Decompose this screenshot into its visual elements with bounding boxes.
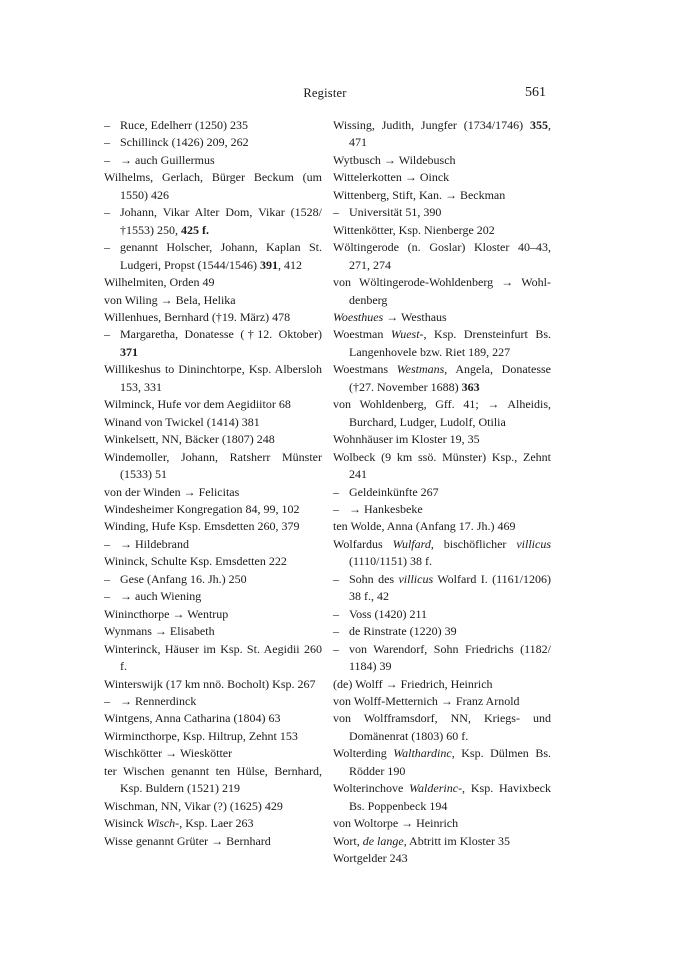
subentry-dash: – bbox=[333, 205, 339, 220]
index-entry bbox=[104, 309, 322, 326]
italic-variant: Wisch- bbox=[146, 816, 180, 831]
subentry-dash: – bbox=[104, 571, 110, 586]
subentry-dash: – bbox=[333, 641, 339, 656]
entry-text: → auch Wiening bbox=[120, 589, 202, 604]
entry-text: , Ksp. Laer 263 bbox=[179, 816, 254, 831]
entry-text: → auch Guillermus bbox=[120, 152, 215, 167]
entry-text: von Wohldenberg, Gff. 41; → Alheidis, Burchard, Ludger, Ludolf, Otilia bbox=[333, 397, 551, 429]
entry-text: ten Wolde, Anna (Anfang 17. Jh.) 469 bbox=[333, 519, 516, 534]
index-entry bbox=[333, 396, 551, 431]
index-entry bbox=[333, 536, 551, 571]
index-entry bbox=[333, 222, 551, 239]
entry-text: → Hildebrand bbox=[120, 536, 189, 551]
index-entry bbox=[104, 623, 322, 640]
entry-text: von Wolfframsdorf, NN, Kriegs- und Domänenrat (1803) 60 f. bbox=[333, 711, 551, 743]
index-entry bbox=[104, 815, 322, 832]
index-subentry bbox=[333, 204, 551, 221]
subentry-dash: – bbox=[104, 135, 110, 150]
index-subentry bbox=[104, 536, 322, 553]
entry-text: Wisse genannt Grüter → Bernhard bbox=[104, 833, 271, 848]
subentry-dash: – bbox=[104, 693, 110, 708]
entry-text: Wisinck bbox=[104, 816, 147, 831]
index-subentry bbox=[333, 606, 551, 623]
index-entry bbox=[104, 396, 322, 413]
entry-text: Wintgens, Anna Catharina (1804) 63 bbox=[104, 711, 281, 726]
entry-text: Wilhelms, Gerlach, Bürger Beckum (um 1550) 426 bbox=[104, 170, 322, 202]
index-entry bbox=[333, 676, 551, 693]
index-entry bbox=[333, 152, 551, 169]
entry-text: Ruce, Edelherr (1250) 235 bbox=[120, 118, 248, 132]
entry-text: Willikeshus to Dininchtorpe, Ksp. Albersloh 153, 331 bbox=[104, 362, 322, 394]
index-entry bbox=[104, 728, 322, 745]
subentry-dash: – bbox=[333, 571, 339, 586]
subentry-dash: – bbox=[104, 536, 110, 551]
index-entry bbox=[333, 693, 551, 710]
italic-variant: Westmans bbox=[396, 362, 445, 377]
subentry-dash: – bbox=[333, 484, 339, 499]
index-entry bbox=[104, 745, 322, 762]
italic-variant: Walderinc- bbox=[409, 781, 463, 796]
index-entry bbox=[333, 833, 551, 850]
italic-variant: villicus bbox=[398, 571, 434, 586]
entry-text: (de) Wolff → Friedrich, Heinrich bbox=[333, 676, 493, 691]
entry-text: Winincthorpe → Wentrup bbox=[104, 606, 229, 621]
entry-text: Wolterding bbox=[333, 746, 394, 761]
entry-text: Wortgelder 243 bbox=[333, 851, 408, 866]
entry-text: Wytbusch → Wildebusch bbox=[333, 152, 456, 167]
entry-text: Wissing, Judith, Jungfer (1734/1746) bbox=[333, 118, 530, 132]
entry-text: → Rennerdinck bbox=[120, 693, 197, 708]
entry-text: Windemoller, Johann, Ratsherr Münster (1533) 51 bbox=[104, 449, 322, 482]
index-column-right bbox=[333, 117, 551, 867]
index-subentry bbox=[333, 501, 551, 518]
entry-text: Wohnhäuser im Kloster 19, 35 bbox=[333, 432, 480, 447]
index-entry bbox=[104, 710, 322, 727]
index-entry bbox=[333, 274, 551, 309]
index-entry bbox=[104, 833, 322, 850]
subentry-dash: – bbox=[104, 589, 110, 604]
index-entry bbox=[104, 431, 322, 448]
index-column-left bbox=[104, 117, 322, 850]
index-entry bbox=[104, 361, 322, 396]
subentry-dash: – bbox=[333, 624, 339, 639]
entry-text: genannt Holscher, Johann, Kaplan St. Ludgeri, Propst (1544/1546) bbox=[120, 240, 322, 272]
entry-text: Gese (Anfang 16. Jh.) 250 bbox=[120, 571, 247, 586]
entry-text: Wischman, NN, Vikar (?) (1625) 429 bbox=[104, 798, 283, 813]
bold-page-ref: 363 bbox=[461, 379, 480, 394]
index-entry bbox=[104, 798, 322, 815]
index-entry bbox=[104, 169, 322, 204]
italic-variant: de lange bbox=[362, 833, 404, 848]
index-entry bbox=[333, 780, 551, 815]
index-subentry bbox=[104, 239, 322, 274]
italic-variant: Wuest- bbox=[390, 327, 424, 342]
entry-text: , Angela, Donatesse (†27. November 1688) bbox=[349, 362, 552, 394]
index-entry bbox=[104, 518, 322, 535]
index-entry bbox=[104, 274, 322, 291]
italic-variant: Walthardinc bbox=[393, 746, 452, 761]
index-entry bbox=[333, 449, 551, 484]
entry-text: Willenhues, Bernhard (†19. März) 478 bbox=[104, 309, 291, 324]
index-entry bbox=[333, 309, 551, 326]
index-entry bbox=[333, 187, 551, 204]
entry-text: Wöltingerode (n. Goslar) Kloster 40–43, 271, 274 bbox=[333, 240, 551, 272]
entry-text: Winding, Hufe Ksp. Emsdetten 260, 379 bbox=[104, 519, 300, 534]
entry-text: Wynmans → Elisabeth bbox=[104, 624, 215, 639]
index-entry bbox=[104, 414, 322, 431]
index-entry bbox=[104, 449, 322, 484]
entry-text: Wischkötter → Wieskötter bbox=[104, 746, 233, 761]
index-entry bbox=[333, 745, 551, 780]
index-subentry bbox=[104, 588, 322, 605]
entry-text: Geldeinkünfte 267 bbox=[349, 484, 439, 499]
italic-variant: Woesthues bbox=[333, 309, 384, 324]
entry-text: ter Wischen genannt ten Hülse, Bernhard, Ksp. Buldern (1521) 219 bbox=[104, 763, 322, 796]
subentry-dash: – bbox=[104, 240, 110, 255]
bold-page-ref: 391 bbox=[260, 257, 278, 272]
subentry-dash: – bbox=[104, 327, 110, 342]
index-entry bbox=[333, 326, 551, 361]
index-entry bbox=[333, 710, 551, 745]
entry-text: Windesheimer Kongregation 84, 99, 102 bbox=[104, 501, 300, 516]
entry-text: Wort, bbox=[333, 833, 363, 848]
entry-text: Wolfard I. (1161/1206) 38 f., 42 bbox=[349, 571, 551, 604]
entry-text: , Ksp. Drensteinfurt Bs. Langenhovele bzw. Riet 189, 227 bbox=[349, 327, 551, 359]
entry-text: Winterinck, Häuser im Ksp. St. Aegidii 260 f. bbox=[104, 641, 322, 674]
italic-variant: Wulfard bbox=[392, 536, 431, 551]
index-entry bbox=[333, 239, 551, 274]
entry-text: von Wiling → Bela, Helika bbox=[104, 292, 236, 307]
index-entry bbox=[333, 431, 551, 448]
entry-text: Wirmincthorpe, Ksp. Hiltrup, Zehnt 153 bbox=[104, 728, 298, 743]
entry-text: Wittenkötter, Ksp. Nienberge 202 bbox=[333, 222, 495, 237]
entry-text: von der Winden → Felicitas bbox=[104, 484, 240, 499]
index-entry bbox=[104, 484, 322, 501]
entry-text: → Hankesbeke bbox=[349, 501, 423, 516]
entry-text: , bischöflicher bbox=[430, 536, 517, 551]
entry-text: Universität 51, 390 bbox=[349, 205, 442, 220]
entry-text: (1110/1151) 38 f. bbox=[349, 554, 432, 569]
bold-page-ref: 371 bbox=[120, 344, 138, 359]
index-entry bbox=[104, 553, 322, 570]
entry-text: , Ksp. Havixbeck Bs. Poppenbeck 194 bbox=[349, 781, 551, 813]
entry-text: de Rinstrate (1220) 39 bbox=[349, 624, 457, 639]
entry-text: Wolterinchove bbox=[333, 781, 410, 796]
index-subentry bbox=[333, 641, 551, 676]
index-entry bbox=[104, 763, 322, 798]
entry-text: Wininck, Schulte Ksp. Emsdetten 222 bbox=[104, 554, 287, 569]
entry-text: von Wolff-Metternich → Franz Arnold bbox=[333, 693, 520, 708]
entry-text: Margaretha, Donatesse (†12. Oktober) bbox=[120, 327, 322, 342]
entry-text: Sohn des bbox=[349, 571, 399, 586]
subentry-dash: – bbox=[104, 152, 110, 167]
index-subentry bbox=[104, 152, 322, 169]
page-number: 561 bbox=[525, 85, 546, 100]
entry-text: → Westhaus bbox=[383, 309, 447, 324]
entry-text: Wittenberg, Stift, Kan. → Beckman bbox=[333, 187, 506, 202]
entry-text: , 471 bbox=[349, 118, 551, 150]
bold-page-ref: 355 bbox=[530, 118, 548, 132]
index-entry bbox=[104, 501, 322, 518]
entry-text: von Warendorf, Sohn Friedrichs (1182/ 1184) 39 bbox=[349, 641, 551, 674]
entry-text: Winand von Twickel (1414) 381 bbox=[104, 414, 260, 429]
index-entry bbox=[104, 606, 322, 623]
index-subentry bbox=[333, 571, 551, 606]
index-entry bbox=[333, 518, 551, 535]
index-entry bbox=[104, 676, 322, 693]
index-entry bbox=[104, 641, 322, 676]
index-subentry bbox=[104, 326, 322, 361]
entry-text: Schillinck (1426) 209, 262 bbox=[120, 135, 249, 150]
running-head-title: Register bbox=[303, 86, 347, 100]
subentry-dash: – bbox=[104, 118, 110, 132]
entry-text: Wolbeck (9 km ssö. Münster) Ksp., Zehnt 241 bbox=[333, 449, 551, 482]
entry-text: Winterswijk (17 km nnö. Bocholt) Ksp. 267 bbox=[104, 676, 316, 691]
entry-text: Wilminck, Hufe vor dem Aegidiitor 68 bbox=[104, 397, 291, 412]
entry-text: Woestmans bbox=[333, 362, 397, 377]
entry-text: Wittelerkotten → Oinck bbox=[333, 170, 450, 185]
index-subentry bbox=[104, 571, 322, 588]
index-entry bbox=[333, 169, 551, 186]
entry-text: Woestman bbox=[333, 327, 391, 342]
index-subentry bbox=[333, 623, 551, 640]
entry-text: Wilhelmiten, Orden 49 bbox=[104, 275, 215, 290]
entry-text: , Abtritt im Kloster 35 bbox=[403, 833, 511, 848]
entry-text: Winkelsett, NN, Bäcker (1807) 248 bbox=[104, 432, 275, 447]
index-entry bbox=[333, 815, 551, 832]
entry-text: von Woltorpe → Heinrich bbox=[333, 816, 459, 831]
entry-text: von Wöltingerode-Wohldenberg → Wohldenberg bbox=[333, 275, 551, 307]
running-head bbox=[104, 86, 546, 104]
index-subentry bbox=[104, 134, 322, 151]
subentry-dash: – bbox=[104, 205, 110, 220]
entry-text: , 412 bbox=[278, 257, 302, 272]
index-entry bbox=[333, 361, 551, 396]
index-subentry bbox=[104, 693, 322, 710]
entry-text: Voss (1420) 211 bbox=[349, 606, 428, 621]
index-entry bbox=[333, 117, 551, 152]
entry-text: Johann, Vikar Alter Dom, Vikar (1528/†1553) 250, bbox=[120, 205, 322, 237]
italic-variant: villicus bbox=[516, 536, 551, 551]
entry-text: , Ksp. Dülmen Bs. Rödder 190 bbox=[349, 746, 551, 778]
index-subentry bbox=[333, 484, 551, 501]
index-subentry bbox=[104, 117, 322, 134]
subentry-dash: – bbox=[333, 606, 339, 621]
bold-page-ref: 425 f. bbox=[181, 222, 209, 237]
index-subentry bbox=[104, 204, 322, 239]
entry-text: Wolfardus bbox=[333, 536, 393, 551]
index-entry bbox=[104, 292, 322, 309]
subentry-dash: – bbox=[333, 501, 339, 516]
index-entry bbox=[333, 850, 551, 867]
